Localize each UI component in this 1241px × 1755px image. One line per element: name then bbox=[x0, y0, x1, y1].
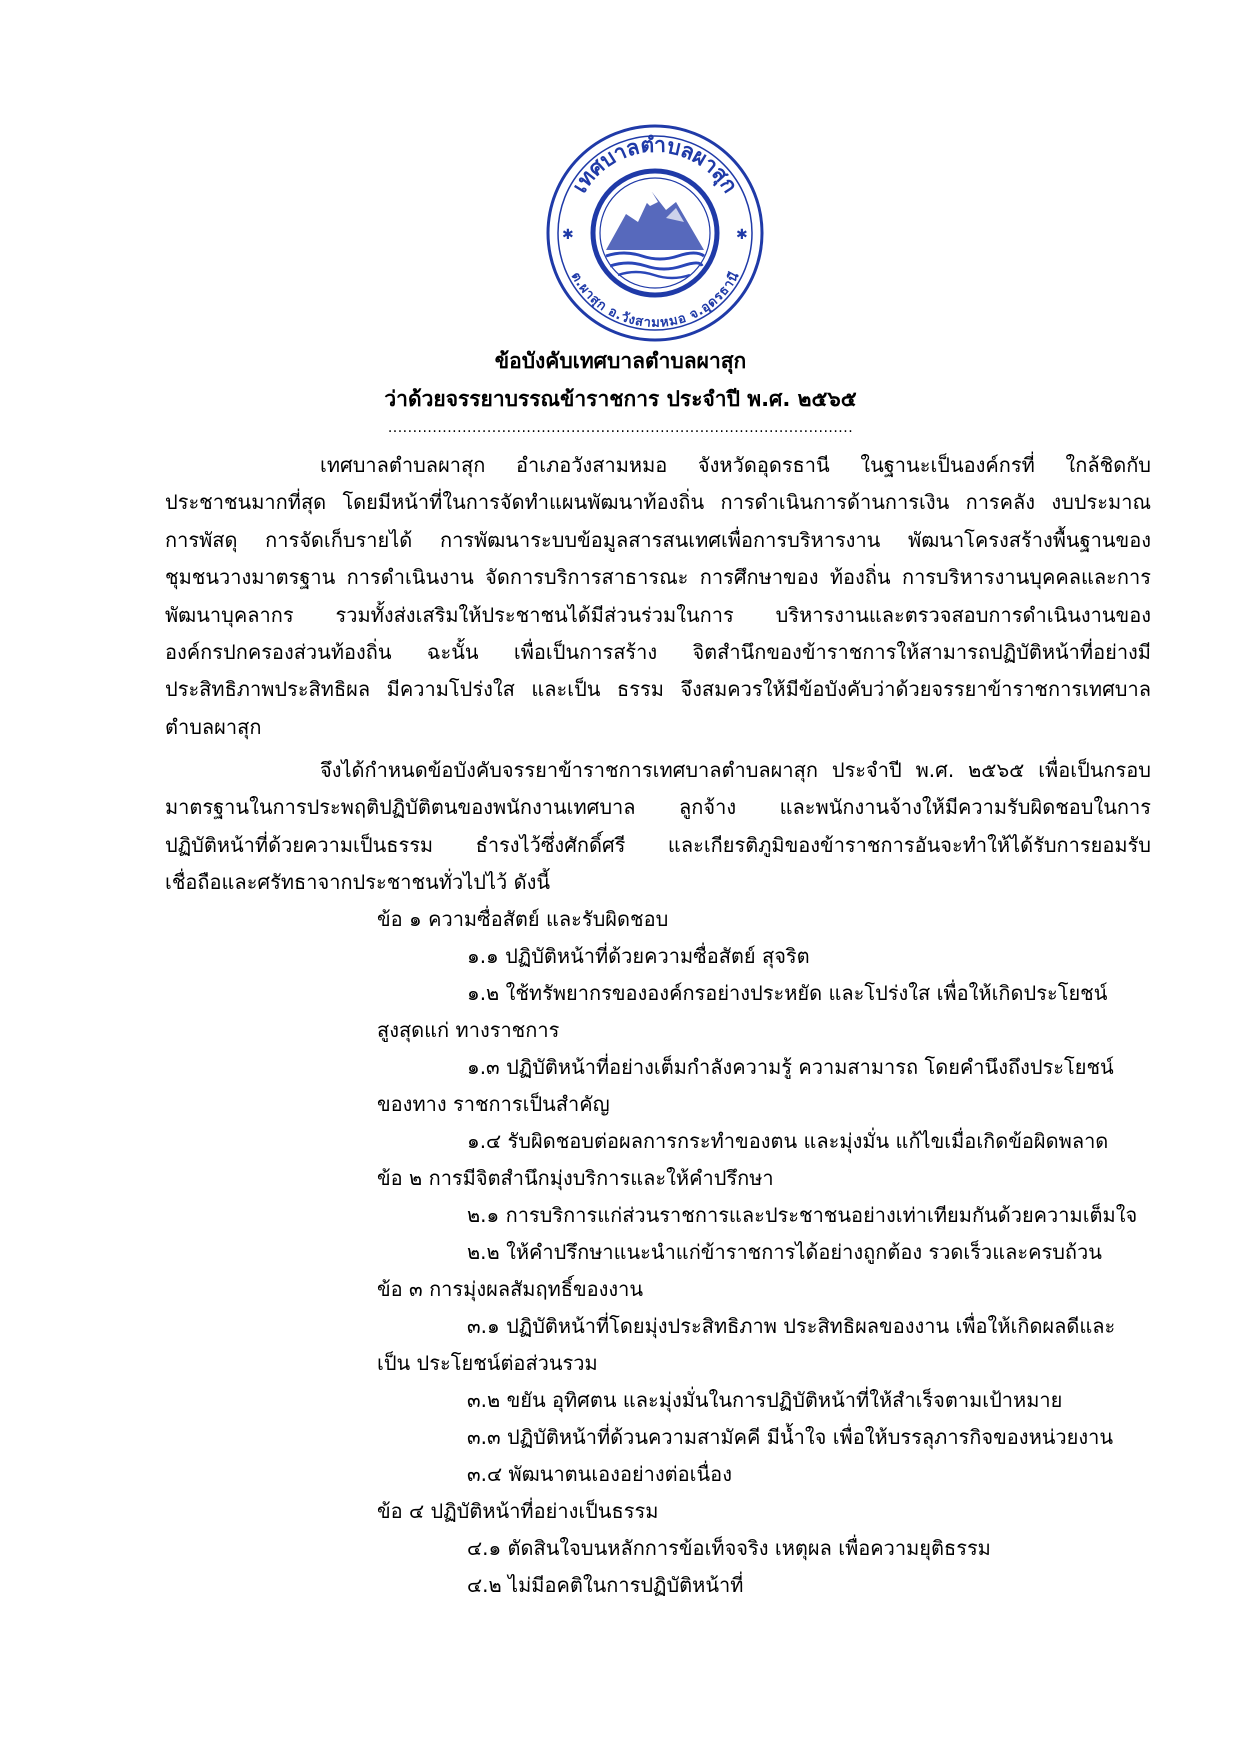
seal-star-left: ✱ bbox=[562, 227, 574, 243]
preamble-paragraph-1 bbox=[165, 447, 1151, 746]
clause-heading: ข้อ ๑ ความซื่อสัตย์ และรับผิดชอบ bbox=[377, 907, 669, 931]
clause-item: ๓.๑ ปฏิบัติหน้าที่โดยมุ่งประสิทธิภาพ ประสิทธิผลของงาน เพื่อให้เกิดผลดีและ bbox=[467, 1314, 1116, 1338]
paragraph-line: เทศบาลตำบลผาสุก อำเภอวังสามหมอ จังหวัดอุดรธานี ในฐานะเป็นองค์กรที่ ใกล้ชิดกับ bbox=[320, 453, 1151, 477]
document-subtitle: ว่าด้วยจรรยาบรรณข้าราชการ ประจำปี พ.ศ. ๒๕๖๕ bbox=[384, 387, 857, 411]
paragraph-line: จึงได้กำหนดข้อบังคับจรรยาข้าราชการเทศบาลตำบลผาสุก ประจำปี พ.ศ. ๒๕๖๕ เพื่อเป็นกรอบ bbox=[320, 758, 1151, 782]
seal-bottom-text: ต.ผาสุก อ.วังสามหมอ จ.อุดรธานี bbox=[567, 269, 743, 331]
paragraph-line: ประชาชนมากที่สุด โดยมีหน้าที่ในการจัดทำแผนพัฒนาท้องถิ่น การดำเนินการด้านการเงิน การคลัง งบประมาณ bbox=[165, 490, 1151, 515]
paragraph-line: องค์กรปกครองส่วนท้องถิ่น ฉะนั้น เพื่อเป็นการสร้าง จิตสำนึกของข้าราชการให้สามารถปฏิบัติหน้าที่อย่างมี bbox=[165, 639, 1151, 664]
clause-item: ๓.๔ พัฒนาตนเองอย่างต่อเนื่อง bbox=[467, 1462, 732, 1486]
paragraph-line: มาตรฐานในการประพฤติปฏิบัติตนของพนักงานเทศบาล ลูกจ้าง และพนักงานจ้างให้มีความรับผิดชอบในการ bbox=[165, 795, 1151, 820]
clause-heading: ข้อ ๒ การมีจิตสำนึกมุ่งบริการและให้คำปรึกษา bbox=[377, 1166, 774, 1190]
paragraph-line: ชุมชนวางมาตรฐาน การดำเนินงาน จัดการบริการสาธารณะ การศึกษาของ ท้องถิ่น การบริหารงานบุคคลและการ bbox=[165, 565, 1151, 590]
seal-star-right: ✱ bbox=[736, 227, 748, 243]
paragraph-line: ปฏิบัติหน้าที่ด้วยความเป็นธรรม ธำรงไว้ซึ่งศักดิ์ศรี และเกียรติภูมิของข้าราชการอันจะทำให้ได้รับการยอมรับ bbox=[165, 832, 1151, 857]
clause-item: ๑.๔ รับผิดชอบต่อผลการกระทำของตน และมุ่งมั่น แก้ไขเมื่อเกิดข้อผิดพลาด bbox=[467, 1129, 1109, 1153]
clause-heading: ข้อ ๓ การมุ่งผลสัมฤทธิ์ของงาน bbox=[377, 1277, 644, 1301]
clause-item: ๑.๑ ปฏิบัติหน้าที่ด้วยความซื่อสัตย์ สุจริต bbox=[467, 944, 810, 968]
seal-top-text: เทศบาลตำบลผาสุก bbox=[567, 132, 743, 197]
clause-item-continuation: ของทาง ราชการเป็นสำคัญ bbox=[377, 1092, 610, 1116]
clause-item: ๔.๒ ไม่มีอคติในการปฏิบัติหน้าที่ bbox=[467, 1573, 744, 1597]
clause-item-continuation: สูงสุดแก่ ทางราชการ bbox=[377, 1018, 560, 1042]
document-title: ข้อบังคับเทศบาลตำบลผาสุก bbox=[494, 349, 747, 373]
clause-item-continuation: เป็น ประโยชน์ต่อส่วนรวม bbox=[377, 1351, 598, 1375]
clause-item: ๓.๒ ขยัน อุทิศตน และมุ่งมั่นในการปฏิบัติหน้าที่ให้สำเร็จตามเป้าหมาย bbox=[467, 1388, 1063, 1412]
clause-item: ๑.๓ ปฏิบัติหน้าที่อย่างเต็มกำลังความรู้ ความสามารถ โดยคำนึงถึงประโยชน์ bbox=[467, 1055, 1114, 1079]
clause-item: ๔.๑ ตัดสินใจบนหลักการข้อเท็จจริง เหตุผล เพื่อความยุติธรรม bbox=[467, 1536, 991, 1560]
paragraph-line: พัฒนาบุคลากร รวมทั้งส่งเสริมให้ประชาชนได้มีส่วนร่วมในการ บริหารงานและตรวจสอบการดำเนินงานของ bbox=[165, 602, 1151, 627]
clause-heading: ข้อ ๔ ปฏิบัติหน้าที่อย่างเป็นธรรม bbox=[377, 1499, 659, 1523]
clause-item: ๓.๓ ปฏิบัติหน้าที่ด้วนความสามัคคี มีน้ำใจ เพื่อให้บรรลุภารกิจของหน่วยงาน bbox=[467, 1425, 1114, 1449]
clause-item: ๒.๒ ให้คำปรึกษาแนะนำแก่ข้าราชการได้อย่างถูกต้อง รวดเร็วและครบถ้วน bbox=[467, 1240, 1102, 1264]
paragraph-line: ตำบลผาสุก bbox=[165, 714, 262, 739]
clause-item: ๒.๑ การบริการแก่ส่วนราชการและประชาชนอย่างเท่าเทียมกันด้วยความเต็มใจ bbox=[467, 1203, 1138, 1227]
paragraph-line: เชื่อถือและศรัทธาจากประชาชนทั่วไปไว้ ดังนี้ bbox=[165, 870, 551, 895]
title-separator: .............................................................................................. bbox=[387, 420, 854, 436]
paragraph-line: การพัสดุ การจัดเก็บรายได้ การพัฒนาระบบข้อมูลสารสนเทศเพื่อการบริหารงาน พัฒนาโครงสร้างพื้นฐานของ bbox=[165, 527, 1151, 552]
seal-graphic bbox=[544, 122, 766, 344]
preamble-paragraph-2 bbox=[165, 752, 1151, 902]
paragraph-line: ประสิทธิภาพประสิทธิผล มีความโปร่งใส และเป็น ธรรม จึงสมควรให้มีข้อบังคับว่าด้วยจรรยาข้าราชการเทศบาล bbox=[165, 677, 1151, 702]
municipality-seal bbox=[544, 122, 766, 344]
clause-item: ๑.๒ ใช้ทรัพยากรขององค์กรอย่างประหยัด และโปร่งใส เพื่อให้เกิดประโยชน์ bbox=[467, 981, 1108, 1005]
